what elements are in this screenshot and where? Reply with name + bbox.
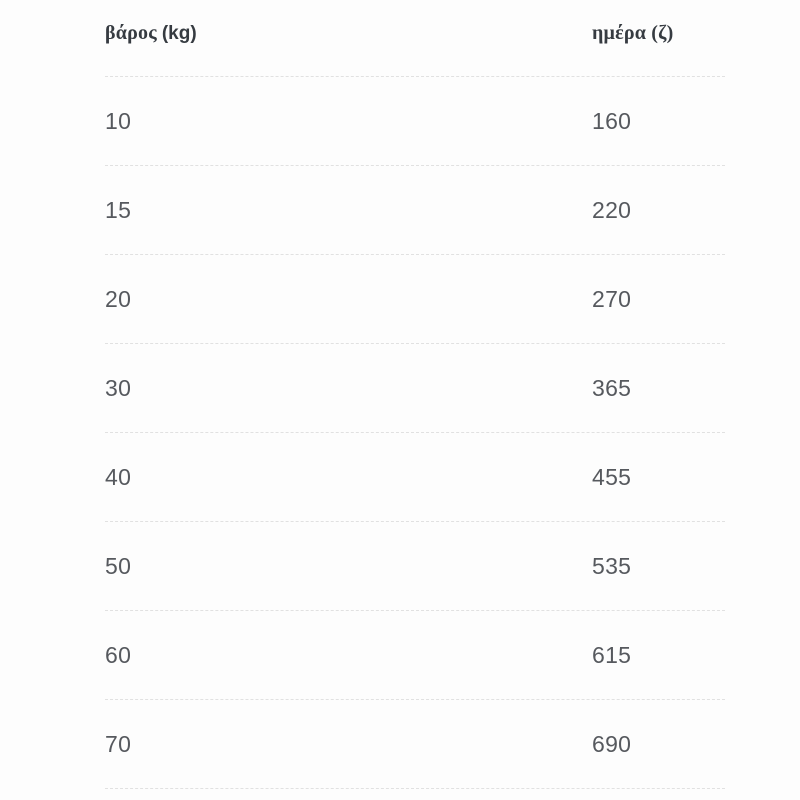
table-row xyxy=(105,522,725,611)
cell-day: 535 xyxy=(592,552,632,579)
header-day-label: ημέρα (ζ) xyxy=(592,21,674,44)
header-weight-label: βάρος xyxy=(105,21,157,44)
cell-weight: 60 xyxy=(105,641,132,668)
table-row xyxy=(105,166,725,255)
cell-weight: 50 xyxy=(105,552,132,579)
cell-day: 690 xyxy=(592,730,632,757)
cell-weight: 20 xyxy=(105,285,132,312)
cell-weight: 70 xyxy=(105,730,132,757)
cell-day: 270 xyxy=(592,285,632,312)
table-row xyxy=(105,433,725,522)
cell-day: 160 xyxy=(592,107,632,134)
cell-weight: 15 xyxy=(105,196,132,223)
cell-weight: 10 xyxy=(105,107,132,134)
cell-day: 455 xyxy=(592,463,632,490)
cell-day: 615 xyxy=(592,641,632,668)
table-row xyxy=(105,344,725,433)
cell-day: 365 xyxy=(592,374,632,401)
cell-weight: 30 xyxy=(105,374,132,401)
header-weight-unit: (kg) xyxy=(161,22,197,44)
cell-weight: 40 xyxy=(105,463,132,490)
feeding-table xyxy=(105,0,725,789)
table-row xyxy=(105,255,725,344)
table-row xyxy=(105,611,725,700)
table-row xyxy=(105,700,725,789)
cell-day: 220 xyxy=(592,196,632,223)
header-cell-day xyxy=(592,22,725,45)
header-cell-weight xyxy=(105,22,592,45)
table-header-row xyxy=(105,0,725,77)
table-row xyxy=(105,77,725,166)
